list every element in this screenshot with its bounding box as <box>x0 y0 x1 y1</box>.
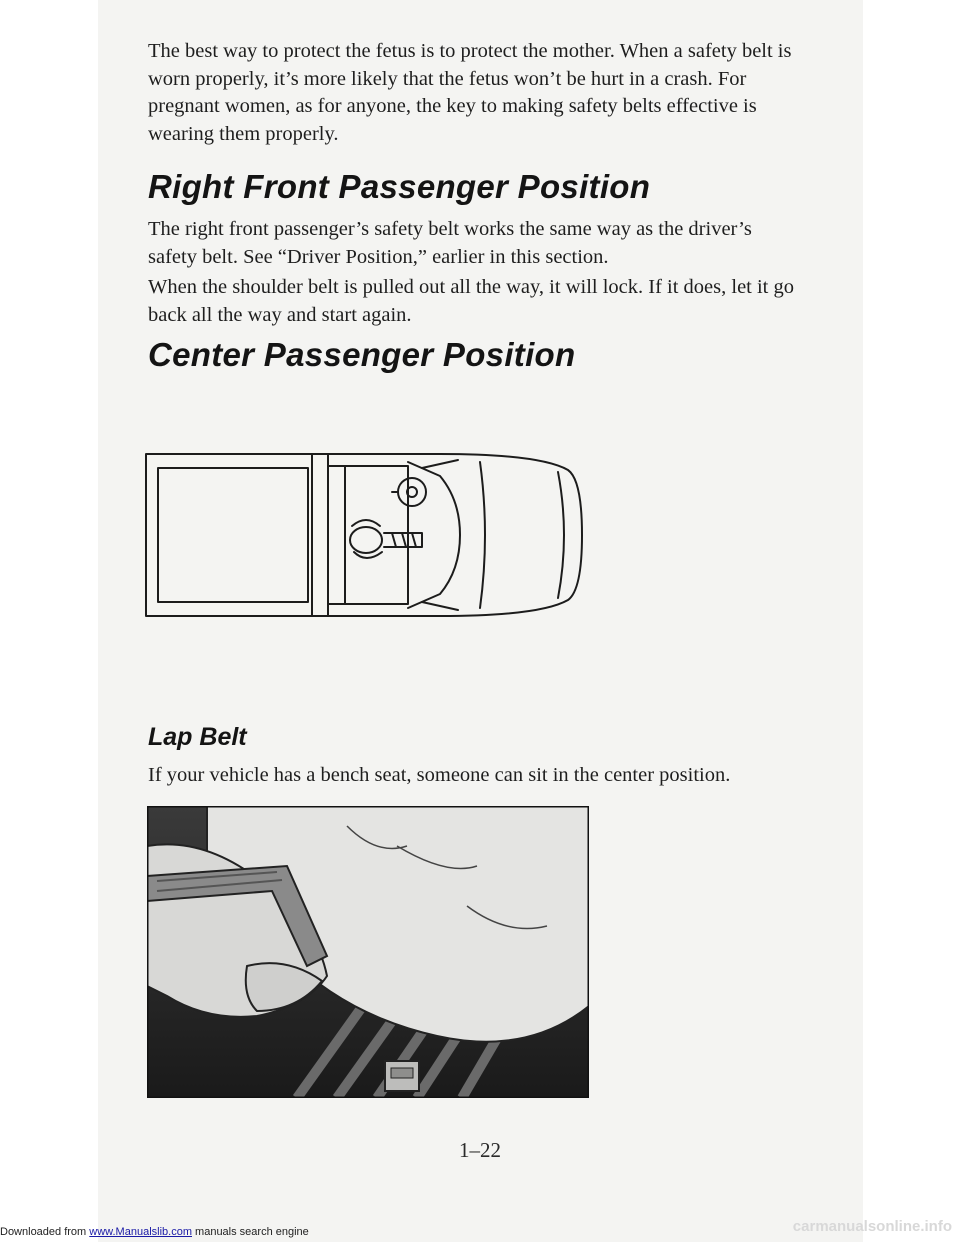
lap-belt-paragraph: If your vehicle has a bench seat, someone can sit in the center position. <box>148 764 731 786</box>
vehicle-top-view-illustration <box>140 440 585 630</box>
right-front-paragraph-2: When the shoulder belt is pulled out all the way, it will lock. If it does, let it go back all the way and start again. <box>148 276 795 326</box>
right-front-paragraph-1: The right front passenger’s safety belt works the same way as the driver’s safety belt. See “Driver Position,” earlier in this section. <box>148 218 752 268</box>
center-position-heading: Center Passenger Position <box>148 336 576 373</box>
intro-paragraph: The best way to protect the fetus is to protect the mother. When a safety belt is worn properly, it’s more likely that the fetus won’t be hurt in a crash. For pregnant women, as for anyone, the key to making safety belts effective is wearing them properly. <box>148 40 792 145</box>
page-number: 1–22 <box>459 1138 501 1162</box>
lap-belt-illustration <box>147 806 589 1098</box>
manualslib-link[interactable]: www.Manualslib.com <box>89 1226 192 1238</box>
right-front-heading: Right Front Passenger Position <box>148 168 651 205</box>
download-footer <box>0 1222 640 1242</box>
footer-prefix: Downloaded from <box>0 1226 90 1238</box>
lap-belt-heading: Lap Belt <box>148 723 247 751</box>
watermark: carmanualsonline.info <box>792 1218 952 1235</box>
footer-suffix: manuals search engine <box>191 1226 309 1238</box>
